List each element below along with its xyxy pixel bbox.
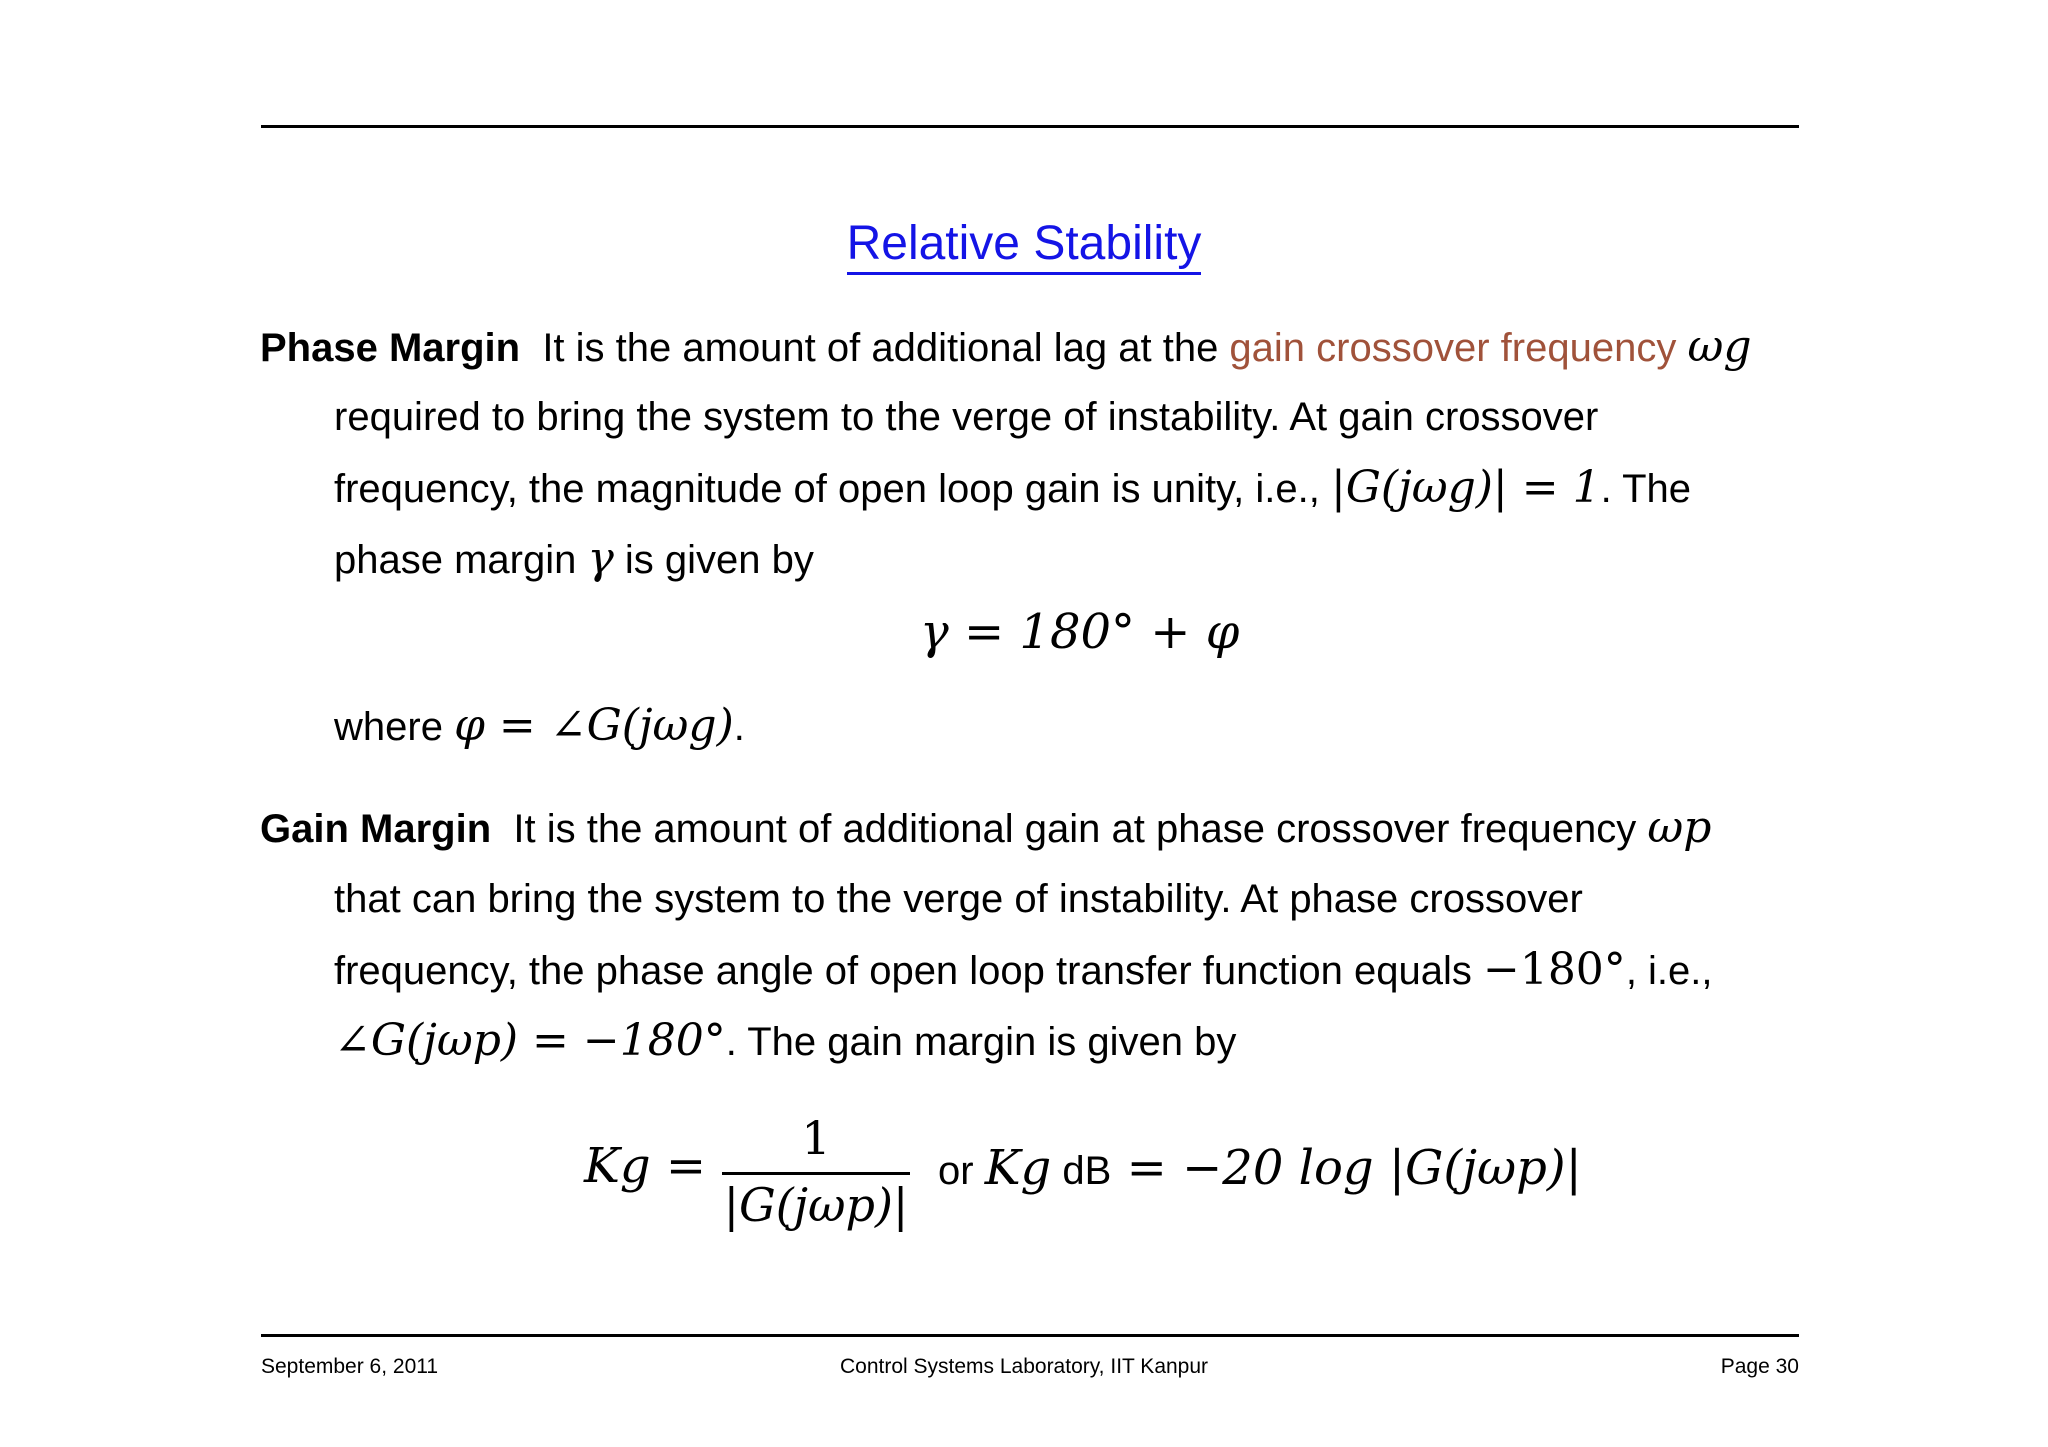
fraction-denominator: |G(jωp)| [723, 1178, 909, 1232]
footer-page-number: Page 30 [1720, 1355, 1799, 1378]
gain-margin-term: Gain Margin [260, 807, 492, 851]
slide-title: Relative Stability [0, 214, 2048, 274]
highlight-text: gain crossover frequency [1229, 326, 1677, 370]
phase-margin-where: where φ = ∠G(jωg). [334, 700, 745, 751]
bottom-rule [261, 1334, 1799, 1337]
gain-margin-line-3: frequency, the phase angle of open loop transfer function equals −180°, i.e., [334, 944, 1713, 995]
phase-margin-equation: γ = 180° + φ [920, 604, 1240, 660]
gain-margin-line-2: that can bring the system to the verge of instability. At phase crossover [334, 877, 1583, 921]
gain-margin-eq-lhs: Kg = [584, 1138, 707, 1194]
footer-center: Control Systems Laboratory, IIT Kanpur [839, 1355, 1209, 1378]
phase-margin-term: Phase Margin [260, 326, 521, 370]
gain-margin-fraction [722, 1110, 910, 1235]
phase-margin-line-2: required to bring the system to the verge of instability. At gain crossover [334, 395, 1599, 439]
top-rule [261, 125, 1799, 128]
gain-margin-line-4: ∠G(jωp) = −180°. The gain margin is given by [334, 1015, 1237, 1066]
phase-margin-line-4: phase margin γ is given by [334, 533, 814, 584]
gain-margin-eq-rhs: or Kg dB = −20 log |G(jωp)| [938, 1140, 1582, 1196]
phase-margin-line-3: frequency, the magnitude of open loop gain is unity, i.e., |G(jωg)| = 1. The [334, 462, 1692, 513]
fraction-numerator: 1 [722, 1110, 910, 1175]
gain-margin-line-1: Gain Margin It is the amount of additional gain at phase crossover frequency ωp [260, 802, 1712, 853]
footer-date: September 6, 2011 [261, 1355, 439, 1378]
phase-margin-line-1: Phase Margin It is the amount of additional lag at the gain crossover frequency ωg [260, 321, 1752, 372]
